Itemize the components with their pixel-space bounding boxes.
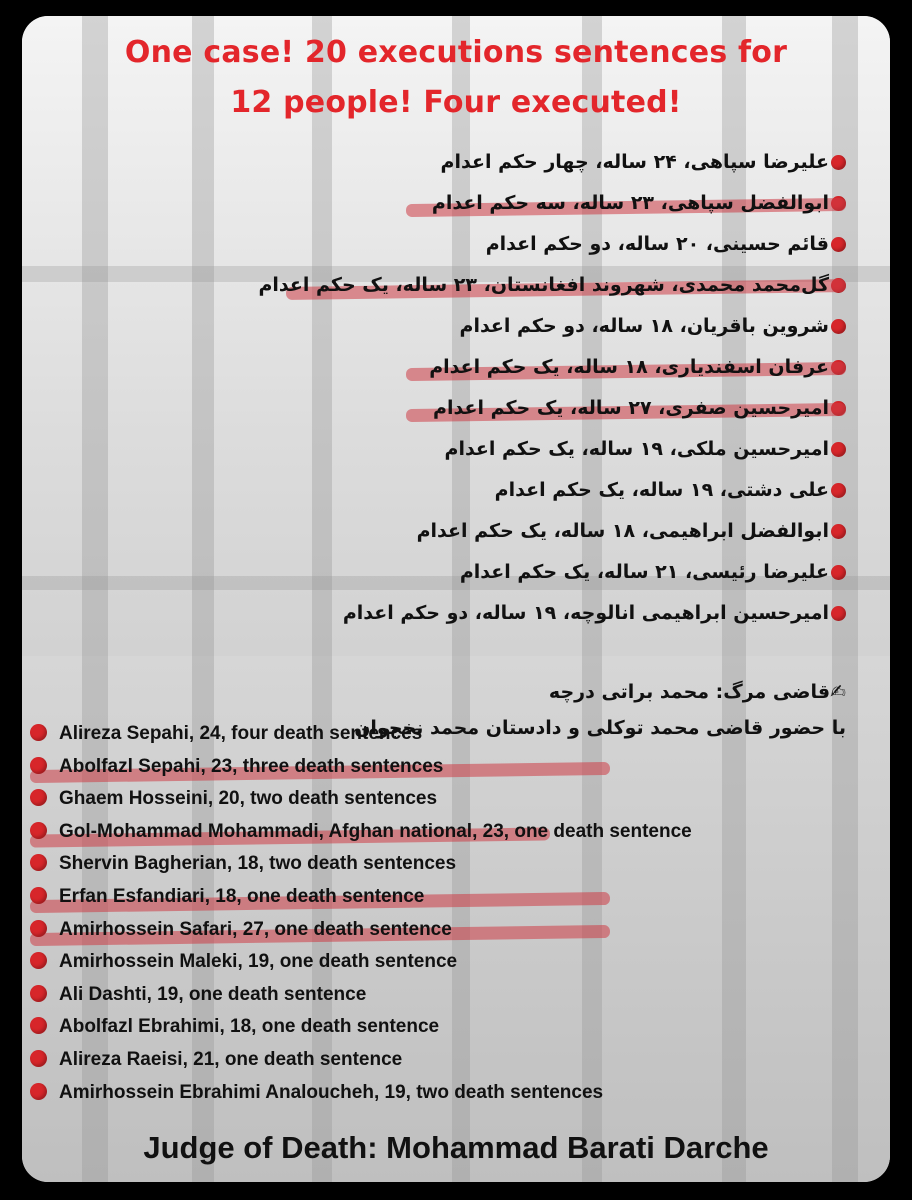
- persian-list-text: امیرحسین ابراهیمی انالوچه، ۱۹ ساله، دو حکم اعدام: [342, 602, 829, 624]
- persian-presence-line: با حضور قاضی محمد توکلی و دادستان محمد نخجوان: [354, 717, 846, 739]
- headline-line-2: 12 people! Four executed!: [230, 85, 682, 120]
- english-list-item: [30, 718, 890, 751]
- english-list: [30, 718, 890, 1109]
- english-list-item: [30, 1011, 890, 1044]
- persian-list-text: ابوالفضل ابراهیمی، ۱۸ ساله، یک حکم اعدام: [416, 520, 829, 542]
- english-list-text: Amirhossein Safari, 27, one death sentence: [59, 918, 452, 940]
- english-list-text: Abolfazl Ebrahimi, 18, one death sentence: [59, 1016, 440, 1038]
- persian-judge-line: [26, 674, 846, 710]
- persian-list-item: [26, 265, 846, 306]
- persian-list-text: شروین باقریان، ۱۸ ساله، دو حکم اعدام: [459, 315, 829, 337]
- persian-list-item: [26, 552, 846, 593]
- persian-judge-text: قاضی مرگ: محمد براتی درچه: [548, 681, 831, 703]
- persian-list-item: [26, 224, 846, 265]
- persian-list-text: علیرضا رئیسی، ۲۱ ساله، یک حکم اعدام: [459, 561, 829, 583]
- persian-list-item: [26, 429, 846, 470]
- english-list-text: Amirhossein Ebrahimi Analoucheh, 19, two death sentences: [59, 1081, 604, 1103]
- red-circle-icon: [30, 1017, 47, 1034]
- english-list-item: [30, 816, 890, 849]
- english-list-text: Ghaem Hosseini, 20, two death sentences: [59, 788, 438, 810]
- persian-list-text: عرفان اسفندیاری، ۱۸ ساله، یک حکم اعدام: [429, 356, 829, 378]
- red-circle-icon: [831, 606, 846, 621]
- red-circle-icon: [30, 757, 47, 774]
- english-list-text: Gol-Mohammad Mohammadi, Afghan national, 23, one death sentence: [59, 820, 692, 842]
- headline-line-1: One case! 20 executions sentences for: [124, 35, 788, 70]
- persian-list-text: علی دشتی، ۱۹ ساله، یک حکم اعدام: [494, 479, 829, 501]
- english-list-item: [30, 751, 890, 784]
- red-circle-icon: [30, 887, 47, 904]
- persian-list-item: [26, 142, 846, 183]
- persian-list-text: ابوالفضل سپاهی، ۲۳ ساله، سه حکم اعدام: [431, 192, 829, 214]
- red-circle-icon: [831, 565, 846, 580]
- english-list-item: [30, 979, 890, 1012]
- red-circle-icon: [831, 155, 846, 170]
- judge-footer: Judge of Death: Mohammad Barati Darche: [143, 1130, 769, 1165]
- red-circle-icon: [30, 789, 47, 806]
- red-circle-icon: [30, 724, 47, 741]
- persian-list-item: [26, 347, 846, 388]
- persian-list-item: [26, 511, 846, 552]
- english-list-item: [30, 914, 890, 947]
- persian-list-text: امیرحسین صفری، ۲۷ ساله، یک حکم اعدام: [433, 397, 829, 419]
- persian-list-text: گل‌محمد محمدی، شهروند افغانستان، ۲۳ ساله، یک حکم اعدام: [258, 274, 829, 296]
- english-list-text: Ali Dashti, 19, one death sentence: [59, 983, 367, 1005]
- persian-list-item: [26, 183, 846, 224]
- red-circle-icon: [831, 319, 846, 334]
- persian-list-item: [26, 470, 846, 511]
- persian-list-text: امیرحسین ملکی، ۱۹ ساله، یک حکم اعدام: [444, 438, 829, 460]
- red-circle-icon: [30, 952, 47, 969]
- english-list-text: Alireza Raeisi, 21, one death sentence: [59, 1048, 403, 1070]
- english-list-item: [30, 1077, 890, 1110]
- red-circle-icon: [30, 1050, 47, 1067]
- red-circle-icon: [30, 920, 47, 937]
- english-list-text: Abolfazl Sepahi, 23, three death sentences: [59, 755, 444, 777]
- english-list-text: Shervin Bagherian, 18, two death sentences: [59, 853, 457, 875]
- english-list-text: Erfan Esfandiari, 18, one death sentence: [59, 885, 425, 907]
- red-circle-icon: [30, 822, 47, 839]
- english-list-item: [30, 946, 890, 979]
- writing-hand-icon: ✍: [830, 681, 846, 703]
- poster-card: [22, 16, 890, 1182]
- english-list-text: Alireza Sepahi, 24, four death sentences: [59, 723, 423, 744]
- red-circle-icon: [831, 524, 846, 539]
- red-circle-icon: [831, 483, 846, 498]
- red-circle-icon: [30, 1083, 47, 1100]
- persian-list: [26, 142, 846, 634]
- english-list-item: [30, 783, 890, 816]
- persian-list-text: قائم حسینی، ۲۰ ساله، دو حکم اعدام: [485, 233, 829, 255]
- red-circle-icon: [30, 854, 47, 871]
- red-circle-icon: [831, 442, 846, 457]
- persian-list-item: [26, 388, 846, 429]
- red-circle-icon: [831, 237, 846, 252]
- english-list-item: [30, 1044, 890, 1077]
- english-list-text: Amirhossein Maleki, 19, one death sentence: [59, 951, 458, 973]
- persian-list-item: [26, 306, 846, 347]
- red-circle-icon: [30, 985, 47, 1002]
- english-list-item: [30, 848, 890, 881]
- persian-list-item: [26, 593, 846, 634]
- persian-list-text: علیرضا سپاهی، ۲۴ ساله، چهار حکم اعدام: [440, 151, 829, 173]
- english-list-item: [30, 881, 890, 914]
